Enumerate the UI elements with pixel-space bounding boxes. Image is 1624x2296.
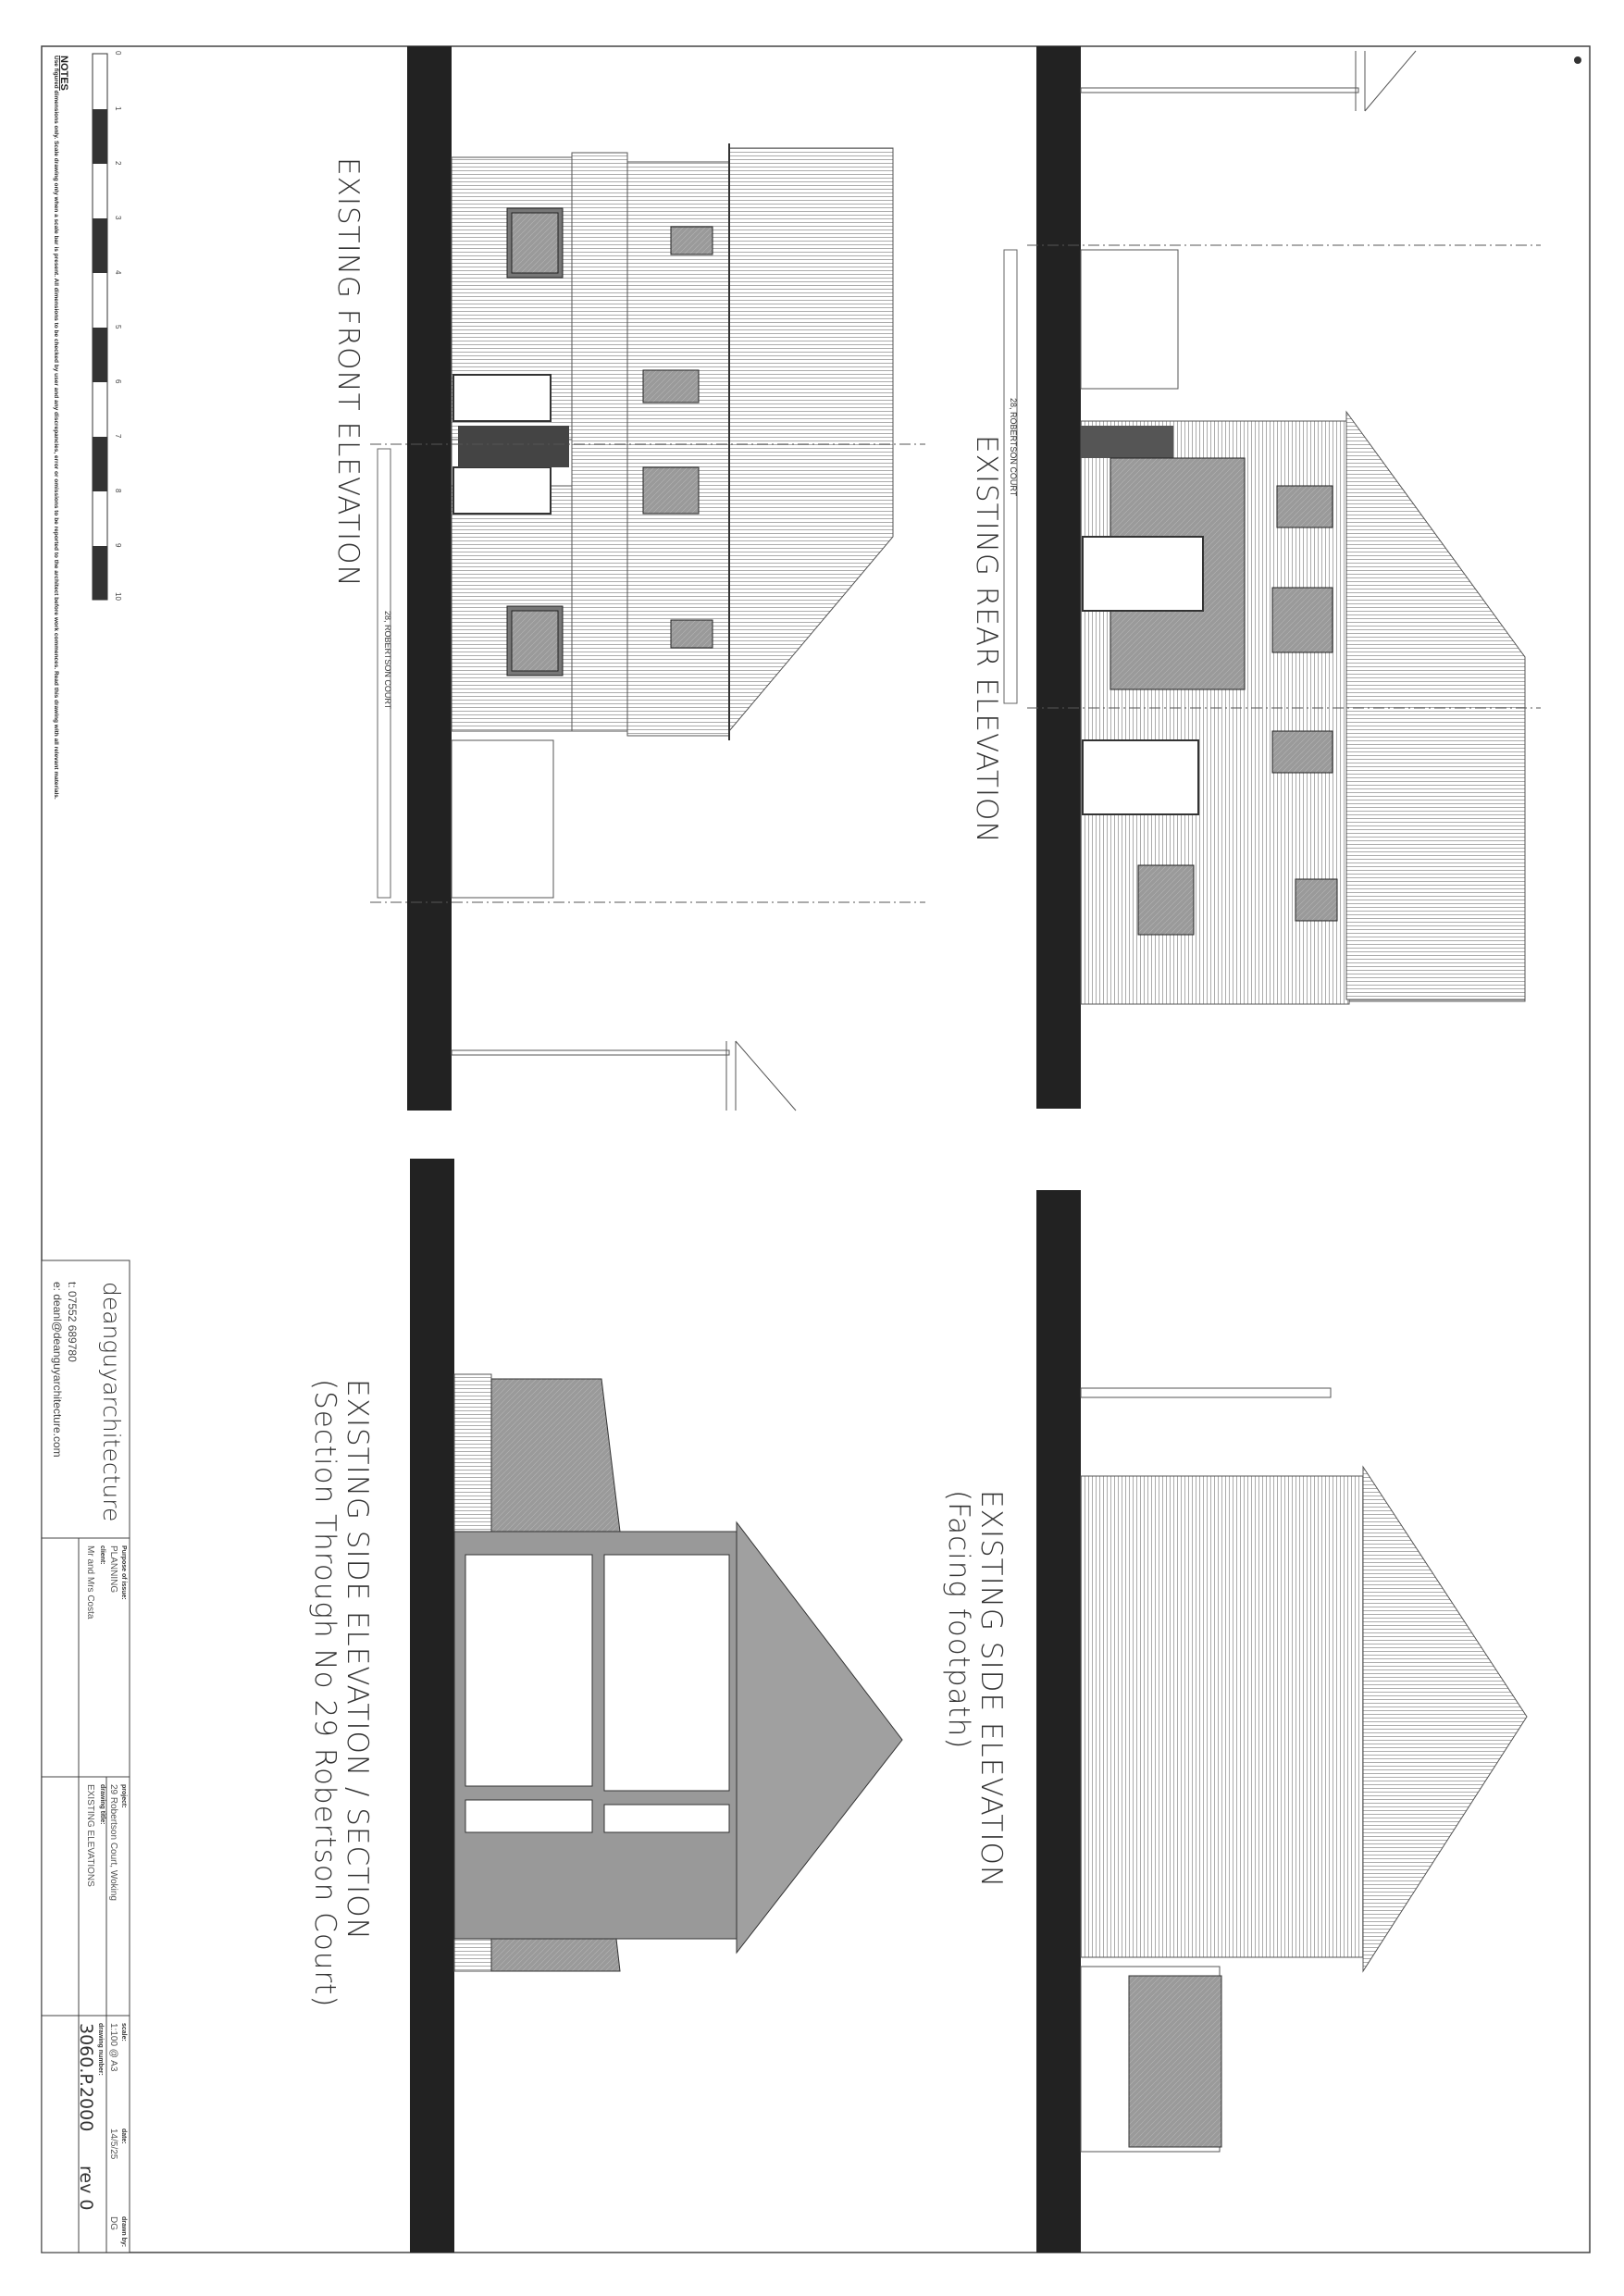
title-side-footpath-line1: EXISTING SIDE ELEVATION xyxy=(974,1490,1008,1889)
date-label: date: xyxy=(120,2128,127,2144)
purpose-value: PLANNING xyxy=(108,1545,118,1594)
title-front-elevation: EXISTING FRONT ELEVATION xyxy=(331,157,365,588)
scale-tick-0: 0 xyxy=(114,51,122,56)
front-elevation-drawing xyxy=(370,143,925,1111)
title-side-section-line2: (Section Through No 29 Robertson Court) xyxy=(308,1379,341,2008)
project-label: project: xyxy=(120,1784,127,1808)
scale-tick-7: 7 xyxy=(114,434,122,439)
scale-tick-2: 2 xyxy=(114,161,122,166)
contact-phone: t: 07552 689780 xyxy=(66,1282,79,1362)
side-section-drawing xyxy=(454,1374,902,1971)
registration-dot xyxy=(1574,56,1581,64)
purpose-label: Purpose of issue: xyxy=(120,1545,127,1600)
ground-band-section xyxy=(410,1159,454,2253)
contact-email: e: deanl@deanguyarchitecture.com xyxy=(51,1282,64,1458)
drawing-title-label: drawing title: xyxy=(99,1784,105,1825)
scale-tick-10: 10 xyxy=(114,592,122,601)
date-value: 14/5/25 xyxy=(108,2128,118,2160)
scale-tick-3: 3 xyxy=(114,216,122,220)
drawn-by-value: DG xyxy=(108,2216,118,2230)
neighbour-label-rear: 28, ROBERTSON COURT xyxy=(1009,398,1018,497)
scale-tick-8: 8 xyxy=(114,489,122,493)
neighbour-label-front: 28, ROBERTSON COURT xyxy=(383,611,392,710)
title-side-footpath-line2: (Facing footpath) xyxy=(942,1490,975,1750)
title-rear-elevation: EXISTING REAR ELEVATION xyxy=(970,435,1003,844)
notes-heading: NOTES xyxy=(58,56,69,91)
scale-value: 1:100 @ A3 xyxy=(108,2023,118,2072)
scale-tick-1: 1 xyxy=(114,106,122,111)
brand-name: deanguyarchitecture xyxy=(98,1282,125,1522)
project-value: 29 Robertson Court, Woking xyxy=(108,1784,118,1901)
scale-tick-6: 6 xyxy=(114,379,122,384)
scale-tick-4: 4 xyxy=(114,270,122,275)
drawing-number-value: 3060.P.2000 xyxy=(76,2023,96,2132)
drawing-title-value: EXISTING ELEVATIONS xyxy=(85,1784,95,1887)
scale-bar xyxy=(93,54,107,600)
scale-label: scale: xyxy=(120,2023,127,2042)
revision-value: rev 0 xyxy=(76,2166,96,2211)
scale-tick-9: 9 xyxy=(114,543,122,548)
notes-text: Use figured dimensions only. Scale drawing only when a scale bar is present. All dimensions to be checked by user and any discrepancies, error or omissions to be reported to the architect before work commences. Read this drawing with all relevant materials. xyxy=(53,56,59,800)
ground-band-front xyxy=(407,46,452,1111)
ground-band-rear xyxy=(1036,46,1081,1109)
client-value: Mr and Mrs Costa xyxy=(85,1545,95,1620)
drawn-by-label: drawn by: xyxy=(120,2216,127,2248)
rear-elevation-drawing xyxy=(1004,51,1541,1004)
ground-band-footpath xyxy=(1036,1190,1081,2253)
client-label: client: xyxy=(99,1545,105,1565)
title-side-section-line1: EXISTING SIDE ELEVATION / SECTION xyxy=(341,1379,374,1941)
side-footpath-drawing xyxy=(1081,1388,1527,2152)
scale-tick-5: 5 xyxy=(114,325,122,329)
drawing-number-label: drawing number: xyxy=(97,2023,104,2076)
